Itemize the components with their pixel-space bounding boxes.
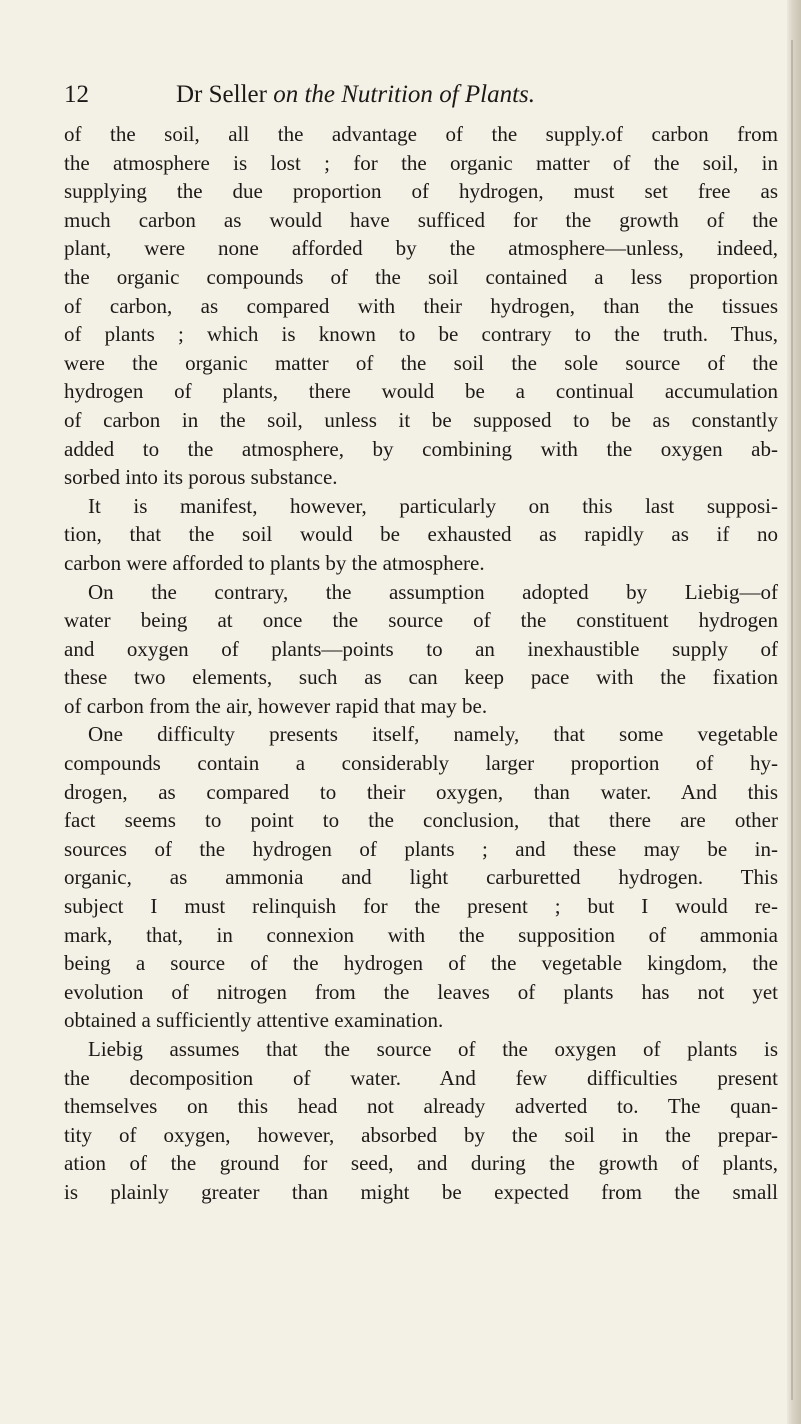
running-title bbox=[176, 78, 535, 112]
text-line: water being at once the source of the constituent hydrogen bbox=[64, 608, 778, 633]
text-line: were the organic matter of the soil the sole source of the bbox=[64, 350, 778, 375]
text-line: ation of the ground for seed, and during the growth of plants, bbox=[64, 1151, 778, 1176]
text-line: being a source of the hydrogen of the vegetable kingdom, the bbox=[64, 951, 778, 976]
text-line: much carbon as would have sufficed for the growth of the bbox=[64, 207, 778, 232]
text-line: evolution of nitrogen from the leaves of plants has not yet bbox=[64, 979, 778, 1004]
text-line: and oxygen of plants—points to an inexhaustible supply of bbox=[64, 636, 778, 661]
text-line: of carbon, as compared with their hydrogen, than the tissues bbox=[64, 293, 778, 318]
page-edge-line bbox=[791, 40, 793, 1400]
text-line: added to the atmosphere, by combining with the oxygen ab- bbox=[64, 436, 778, 461]
text-line: organic, as ammonia and light carburetted hydrogen. This bbox=[64, 865, 778, 890]
text-line: the decomposition of water. And few difficulties present bbox=[64, 1065, 778, 1090]
text-line: drogen, as compared to their oxygen, than water. And this bbox=[64, 779, 778, 804]
text-line: carbon were afforded to plants by the atmosphere. bbox=[64, 550, 485, 575]
running-title-author: Dr Seller bbox=[176, 81, 267, 108]
text-line: It is manifest, however, particularly on this last supposi- bbox=[88, 493, 778, 518]
text-line: Liebig assumes that the source of the oxygen of plants is bbox=[88, 1037, 778, 1061]
text-line: supplying the due proportion of hydrogen, must set free as bbox=[64, 179, 778, 204]
running-title-object: Plants. bbox=[464, 81, 536, 108]
text-line: subject I must relinquish for the present ; but I would re- bbox=[64, 894, 778, 919]
text-line: of carbon in the soil, unless it be supposed to be as constantly bbox=[64, 407, 778, 432]
text-line: On the contrary, the assumption adopted by Liebig—of bbox=[88, 579, 778, 604]
text-line: of plants ; which is known to be contrary to the truth. Thus, bbox=[64, 322, 778, 347]
text-line: One difficulty presents itself, namely, that some vegetable bbox=[88, 722, 778, 747]
text-line: mark, that, in connexion with the supposition of ammonia bbox=[64, 922, 778, 947]
text-line: obtained a sufficiently attentive examination. bbox=[64, 1008, 444, 1033]
text-line: these two elements, such as can keep pace with the fixation bbox=[64, 665, 778, 690]
page-number: 12 bbox=[64, 81, 89, 108]
text-line: tity of oxygen, however, absorbed by the soil in the prepar- bbox=[64, 1122, 778, 1147]
text-line: the atmosphere is lost ; for the organic matter of the soil, in bbox=[64, 150, 778, 175]
text-line: tion, that the soil would be exhausted as rapidly as if no bbox=[64, 522, 778, 547]
text-line: of the soil, all the advantage of the supply.of carbon from bbox=[64, 122, 778, 146]
text-line: compounds contain a considerably larger proportion of hy- bbox=[64, 751, 778, 776]
text-line: is plainly greater than might be expected from the small bbox=[64, 1179, 778, 1204]
body-text bbox=[64, 120, 778, 1207]
text-line: the organic compounds of the soil contained a less proportion bbox=[64, 264, 778, 289]
running-title-subject: Nutrition bbox=[341, 81, 433, 108]
running-title-connector: on the bbox=[273, 81, 335, 108]
running-title-of: of bbox=[439, 81, 459, 108]
text-line: sources of the hydrogen of plants ; and these may be in- bbox=[64, 836, 778, 861]
page-edge-shadow bbox=[787, 0, 801, 1424]
running-head bbox=[64, 78, 764, 112]
text-line: hydrogen of plants, there would be a continual accumulation bbox=[64, 379, 778, 404]
text-line: of carbon from the air, however rapid that may be. bbox=[64, 693, 488, 718]
text-line: sorbed into its porous substance. bbox=[64, 465, 338, 490]
text-line: themselves on this head not already adverted to. The quan- bbox=[64, 1094, 778, 1119]
text-line: plant, were none afforded by the atmosphere—unless, indeed, bbox=[64, 236, 778, 261]
text-line: fact seems to point to the conclusion, that there are other bbox=[64, 808, 778, 833]
